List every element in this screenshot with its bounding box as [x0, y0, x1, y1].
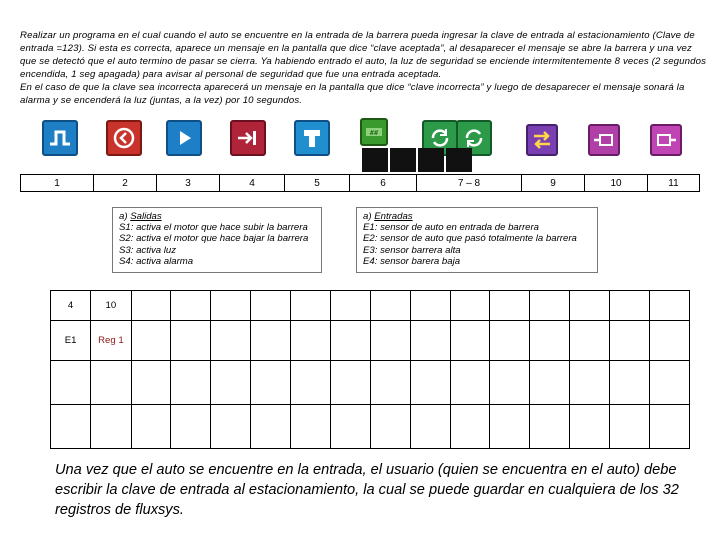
entradas-prefix: a) — [363, 211, 372, 222]
grid-cell — [610, 321, 650, 361]
number-cell: 4 — [220, 175, 285, 192]
instructions-paragraph-1: Realizar un programa en el cual cuando el auto se encuentre en la entrada de la barrera pueda ingresar la clave de entrada al estacionamiento (Clave de entrada =123). Si esta es correcta, aparece un mensaje en la pantalla que dice “clave aceptada”, al desaparecer el mensaje se abre la barrera y una vez que se detectó que el auto termino de pasar se cierra. Ya habiendo entrado el auto, la luz de seguridad se enciende intermitentemente 8 veces (2 segundos encendida, 1 seg apagada) para avisar al personal de seguridad que fue una entrada aceptada. — [20, 30, 707, 80]
grid-cell — [530, 405, 570, 449]
grid-cell — [330, 321, 370, 361]
instructions-paragraph-2: En el caso de que la clave sea incorrecta aparecerá un mensaje en la pantalla que dice “clave incorrecta” y luego de desaparecer el mensaje sonará la alarma y se encenderá la luz (juntas, a la vez) por 10 segundos. — [20, 82, 685, 106]
salidas-item: S4: activa alarma — [119, 255, 194, 267]
entradas-header — [363, 211, 591, 222]
grid-cell — [251, 321, 291, 361]
grid-cell — [450, 321, 490, 361]
grid-cell — [330, 405, 370, 449]
grid-cell — [570, 321, 610, 361]
grid-cell — [51, 361, 91, 405]
footer-note: Una vez que el auto se encuentre en la entrada, el usuario (quien se encuentra en el auto) debe escribir la clave de entrada al estacionamiento, la cual se puede guardar en cualquiera de los 32 registros de fluxsys. — [55, 462, 679, 518]
grid-cell — [131, 321, 171, 361]
number-cell: 5 — [285, 175, 350, 192]
display-segment-icon — [362, 148, 388, 172]
instructions-text — [20, 29, 710, 107]
grid-cell — [291, 321, 331, 361]
number-cell: 6 — [350, 175, 417, 192]
stop-square-icon[interactable] — [294, 120, 330, 156]
grid-cell — [649, 361, 689, 405]
entradas-item: E2: sensor de auto que pasó totalmente la barrera — [363, 233, 577, 245]
grid-cell — [530, 361, 570, 405]
grid-cell: Reg 1 — [91, 321, 131, 361]
grid-cell — [530, 291, 570, 321]
grid-cell — [490, 321, 530, 361]
grid-cell — [570, 405, 610, 449]
grid-cell — [131, 291, 171, 321]
number-cell: 10 — [585, 175, 648, 192]
grid-cell — [490, 361, 530, 405]
icon-number-table — [20, 174, 700, 192]
grid-cell — [649, 405, 689, 449]
counter-display-grid — [362, 148, 474, 172]
grid-cell — [610, 361, 650, 405]
grid-cell: 4 — [51, 291, 91, 321]
display-segment-icon — [446, 148, 472, 172]
exit-arrow-icon[interactable] — [230, 120, 266, 156]
counter-display-icon[interactable] — [360, 118, 388, 146]
number-cell: 3 — [157, 175, 220, 192]
grid-cell — [251, 405, 291, 449]
grid-cell — [91, 361, 131, 405]
svg-text:##: ## — [369, 129, 379, 137]
entradas-item: E3: sensor barrera alta — [363, 244, 461, 256]
display-segment-icon — [390, 148, 416, 172]
grid-cell — [131, 361, 171, 405]
grid-cell: E1 — [51, 321, 91, 361]
grid-cell — [171, 405, 211, 449]
salidas-item: S1: activa el motor que hace subir la barrera — [119, 222, 308, 234]
grid-cell — [171, 321, 211, 361]
number-cell: 7 – 8 — [417, 175, 522, 192]
salidas-header — [119, 211, 315, 222]
grid-cell — [211, 291, 251, 321]
grid-cell — [370, 291, 410, 321]
grid-cell — [171, 361, 211, 405]
salidas-prefix: a) — [119, 211, 128, 222]
salidas-box — [112, 207, 322, 273]
grid-cell — [211, 405, 251, 449]
grid-cell — [490, 291, 530, 321]
register-out-icon[interactable] — [588, 124, 620, 156]
entradas-box — [356, 207, 598, 273]
display-segment-icon — [418, 148, 444, 172]
grid-cell — [410, 405, 450, 449]
grid-cell — [490, 405, 530, 449]
grid-cell — [370, 361, 410, 405]
grid-cell — [610, 405, 650, 449]
entradas-item: E1: sensor de auto en entrada de barrera — [363, 222, 540, 234]
grid-cell — [330, 291, 370, 321]
salidas-item: S3: activa luz — [119, 244, 177, 256]
grid-cell — [410, 361, 450, 405]
grid-cell — [610, 291, 650, 321]
grid-cell — [450, 361, 490, 405]
number-cell: 2 — [94, 175, 157, 192]
grid-cell — [370, 405, 410, 449]
timer-output-icon[interactable] — [106, 120, 142, 156]
salidas-item: S2: activa el motor que hace bajar la barrera — [119, 233, 309, 245]
grid-cell — [251, 291, 291, 321]
grid-cell: 10 — [91, 291, 131, 321]
grid-cell — [171, 291, 211, 321]
grid-cell — [370, 321, 410, 361]
grid-cell — [410, 321, 450, 361]
grid-cell — [51, 405, 91, 449]
grid-cell — [570, 291, 610, 321]
number-cell: 11 — [648, 175, 700, 192]
grid-cell — [91, 405, 131, 449]
salidas-title: Salidas — [130, 211, 162, 222]
number-cell: 9 — [522, 175, 585, 192]
grid-cell — [649, 321, 689, 361]
grid-cell — [291, 405, 331, 449]
grid-cell — [330, 361, 370, 405]
grid-cell — [530, 321, 570, 361]
register-in-icon[interactable] — [650, 124, 682, 156]
grid-cell — [450, 405, 490, 449]
entradas-item: E4: sensor barera baja — [363, 255, 461, 267]
grid-cell — [649, 291, 689, 321]
grid-cell — [410, 291, 450, 321]
pulse-output-icon[interactable] — [42, 120, 78, 156]
grid-cell — [450, 291, 490, 321]
program-grid — [50, 290, 690, 449]
grid-cell — [291, 291, 331, 321]
grid-cell — [131, 405, 171, 449]
grid-cell — [211, 321, 251, 361]
number-cell: 1 — [21, 175, 94, 192]
grid-cell — [291, 361, 331, 405]
play-icon[interactable] — [166, 120, 202, 156]
grid-cell — [211, 361, 251, 405]
transfer-icon[interactable] — [526, 124, 558, 156]
grid-cell — [251, 361, 291, 405]
entradas-title: Entradas — [374, 211, 413, 222]
grid-cell — [570, 361, 610, 405]
